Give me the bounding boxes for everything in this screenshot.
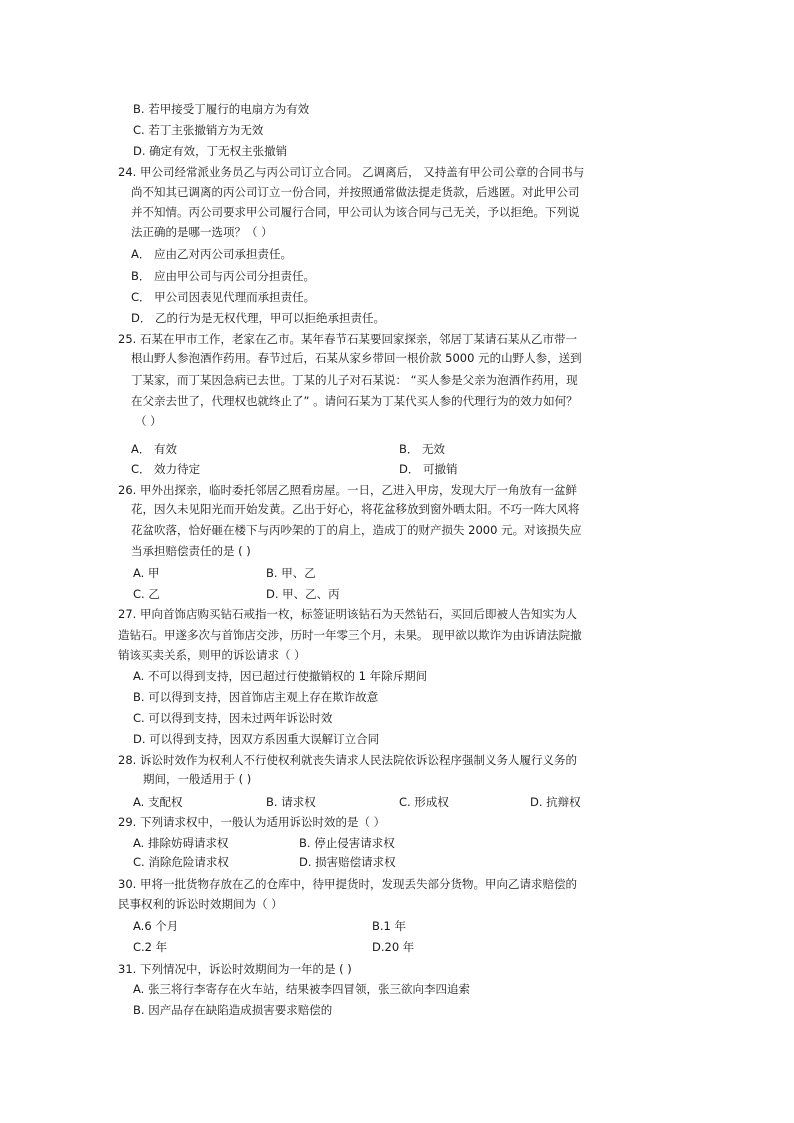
- question-26: 26. 甲外出探亲，临时委托邻居乙照看房屋。一日，乙进入甲房，发现大厅一角放有一盆鲜: [118, 483, 577, 497]
- option-line: D. 损害赔偿请求权: [299, 855, 396, 869]
- question-text: 并不知情。丙公司要求甲公司履行合同，甲公司认为该合同与己无关，予以拒绝。下列说: [131, 205, 580, 219]
- option-line: C. 可以得到支持，因未过两年诉讼时效: [133, 711, 333, 725]
- option-line: D. 确定有效，丁无权主张撤销: [133, 144, 288, 158]
- question-24: 24. 甲公司经常派业务员乙与丙公司订立合同。 乙调离后， 又持盖有甲公司公章的合同书与: [118, 165, 585, 179]
- question-text: 法正确的是哪一选项？（ ）: [131, 225, 273, 239]
- option-line: B. 因产品存在缺陷造成损害要求赔偿的: [133, 1003, 333, 1017]
- option-line: A. 不可以得到支持，因已超过行使撤销权的 1 年除斥期间: [133, 669, 428, 683]
- question-text: 丁某家，而丁某因急病已去世。丁某的儿子对石某说： “买人参是父亲为泡酒作药用，现: [131, 373, 578, 387]
- question-text: 根山野人参泡酒作药用。春节过后，石某从家乡带回一根价款 5000 元的山野人参，送到: [131, 351, 582, 365]
- option-line: D.20 年: [372, 940, 415, 954]
- option-line: C． 效力待定: [131, 462, 201, 476]
- option-line: A. 支配权: [133, 795, 183, 809]
- question-31: 31. 下列情况中，诉讼时效期间为一年的是 ( ): [118, 962, 352, 976]
- question-text: 民事权利的诉讼时效期间为（ ）: [118, 897, 283, 911]
- question-text: 花盆吹落，恰好砸在楼下与丙吵架的丁的肩上，造成丁的财产损失 2000 元。对该损失应: [131, 523, 582, 537]
- option-line: D. 可以得到支持，因双方系因重大误解订立合同: [133, 732, 380, 746]
- option-line: B.1 年: [372, 919, 407, 933]
- option-line: B. 若甲接受丁履行的电扇方为有效: [133, 102, 310, 116]
- option-line: D. 抗辩权: [530, 795, 581, 809]
- option-line: B. 可以得到支持，因首饰店主观上存在欺诈故意: [133, 690, 379, 704]
- option-line: C.2 年: [133, 940, 168, 954]
- option-line: C. 乙: [133, 587, 160, 601]
- option-line: A． 应由乙对丙公司承担责任。: [131, 247, 293, 261]
- option-line: A.6 个月: [133, 919, 179, 933]
- option-line: B. 甲、乙: [266, 566, 316, 580]
- question-25: 25. 石某在甲市工作，老家在乙市。某年春节石某要回家探亲，邻居丁某请石某从乙市带一: [118, 332, 577, 346]
- option-line: C. 若丁主张撤销方为无效: [133, 123, 264, 137]
- option-line: C. 形成权: [399, 795, 449, 809]
- question-text: 在父亲去世了，代理权也就终止了” 。请问石某为丁某代买人参的代理行为的效力如何？: [131, 394, 578, 408]
- option-line: B. 停止侵害请求权: [299, 836, 395, 850]
- question-text: 花，因久未见阳光而开始发黄。乙出于好心，将花盆移放到窗外晒太阳。不巧一阵大风将: [131, 502, 580, 516]
- option-line: C． 甲公司因表见代理而承担责任。: [131, 290, 316, 304]
- option-line: A. 甲: [133, 566, 160, 580]
- question-text: 造钻石。甲遂多次与首饰店交涉，历时一年零三个月，未果。 现甲欲以欺诈为由诉请法院撤: [118, 628, 582, 642]
- option-line: B． 无效: [399, 442, 446, 456]
- question-28: 28. 诉讼时效作为权利人不行使权利就丧失请求人民法院依诉讼程序强制义务人履行义务的: [118, 753, 577, 767]
- option-line: A. 排除妨碍请求权: [133, 836, 229, 850]
- option-line: D． 可撤销: [399, 462, 458, 476]
- option-line: A． 有效: [131, 442, 178, 456]
- option-line: C. 消除危险请求权: [133, 855, 229, 869]
- question-text: 尚不知其已调离的丙公司订立一份合同，并按照通常做法提走货款，后逃匿。对此甲公司: [131, 185, 580, 199]
- option-line: D． 乙的行为是无权代理，甲可以拒绝承担责任。: [131, 311, 386, 325]
- question-text: 销该买卖关系，则甲的诉讼请求（ ）: [118, 648, 306, 662]
- option-line: A. 张三将行李寄存在火车站，结果被李四冒领，张三欲向李四追索: [133, 982, 470, 996]
- question-30: 30. 甲将一批货物存放在乙的仓库中，待甲提货时，发现丢失部分货物。甲向乙请求赔偿的: [118, 877, 577, 891]
- option-line: B. 请求权: [266, 795, 316, 809]
- question-text: 期间，一般适用于 ( ): [143, 772, 252, 786]
- option-line: D. 甲、乙、丙: [266, 587, 340, 601]
- question-text: （ ）: [135, 414, 162, 428]
- question-text: 当承担赔偿责任的是 ( ): [131, 544, 251, 558]
- question-29: 29. 下列请求权中，一般认为适用诉讼时效的是（ ）: [118, 815, 386, 829]
- question-27: 27. 甲向首饰店购买钻石戒指一枚，标签证明该钻石为天然钻石，买回后即被人告知实为人: [118, 607, 577, 621]
- option-line: B． 应由甲公司与丙公司分担责任。: [131, 269, 316, 283]
